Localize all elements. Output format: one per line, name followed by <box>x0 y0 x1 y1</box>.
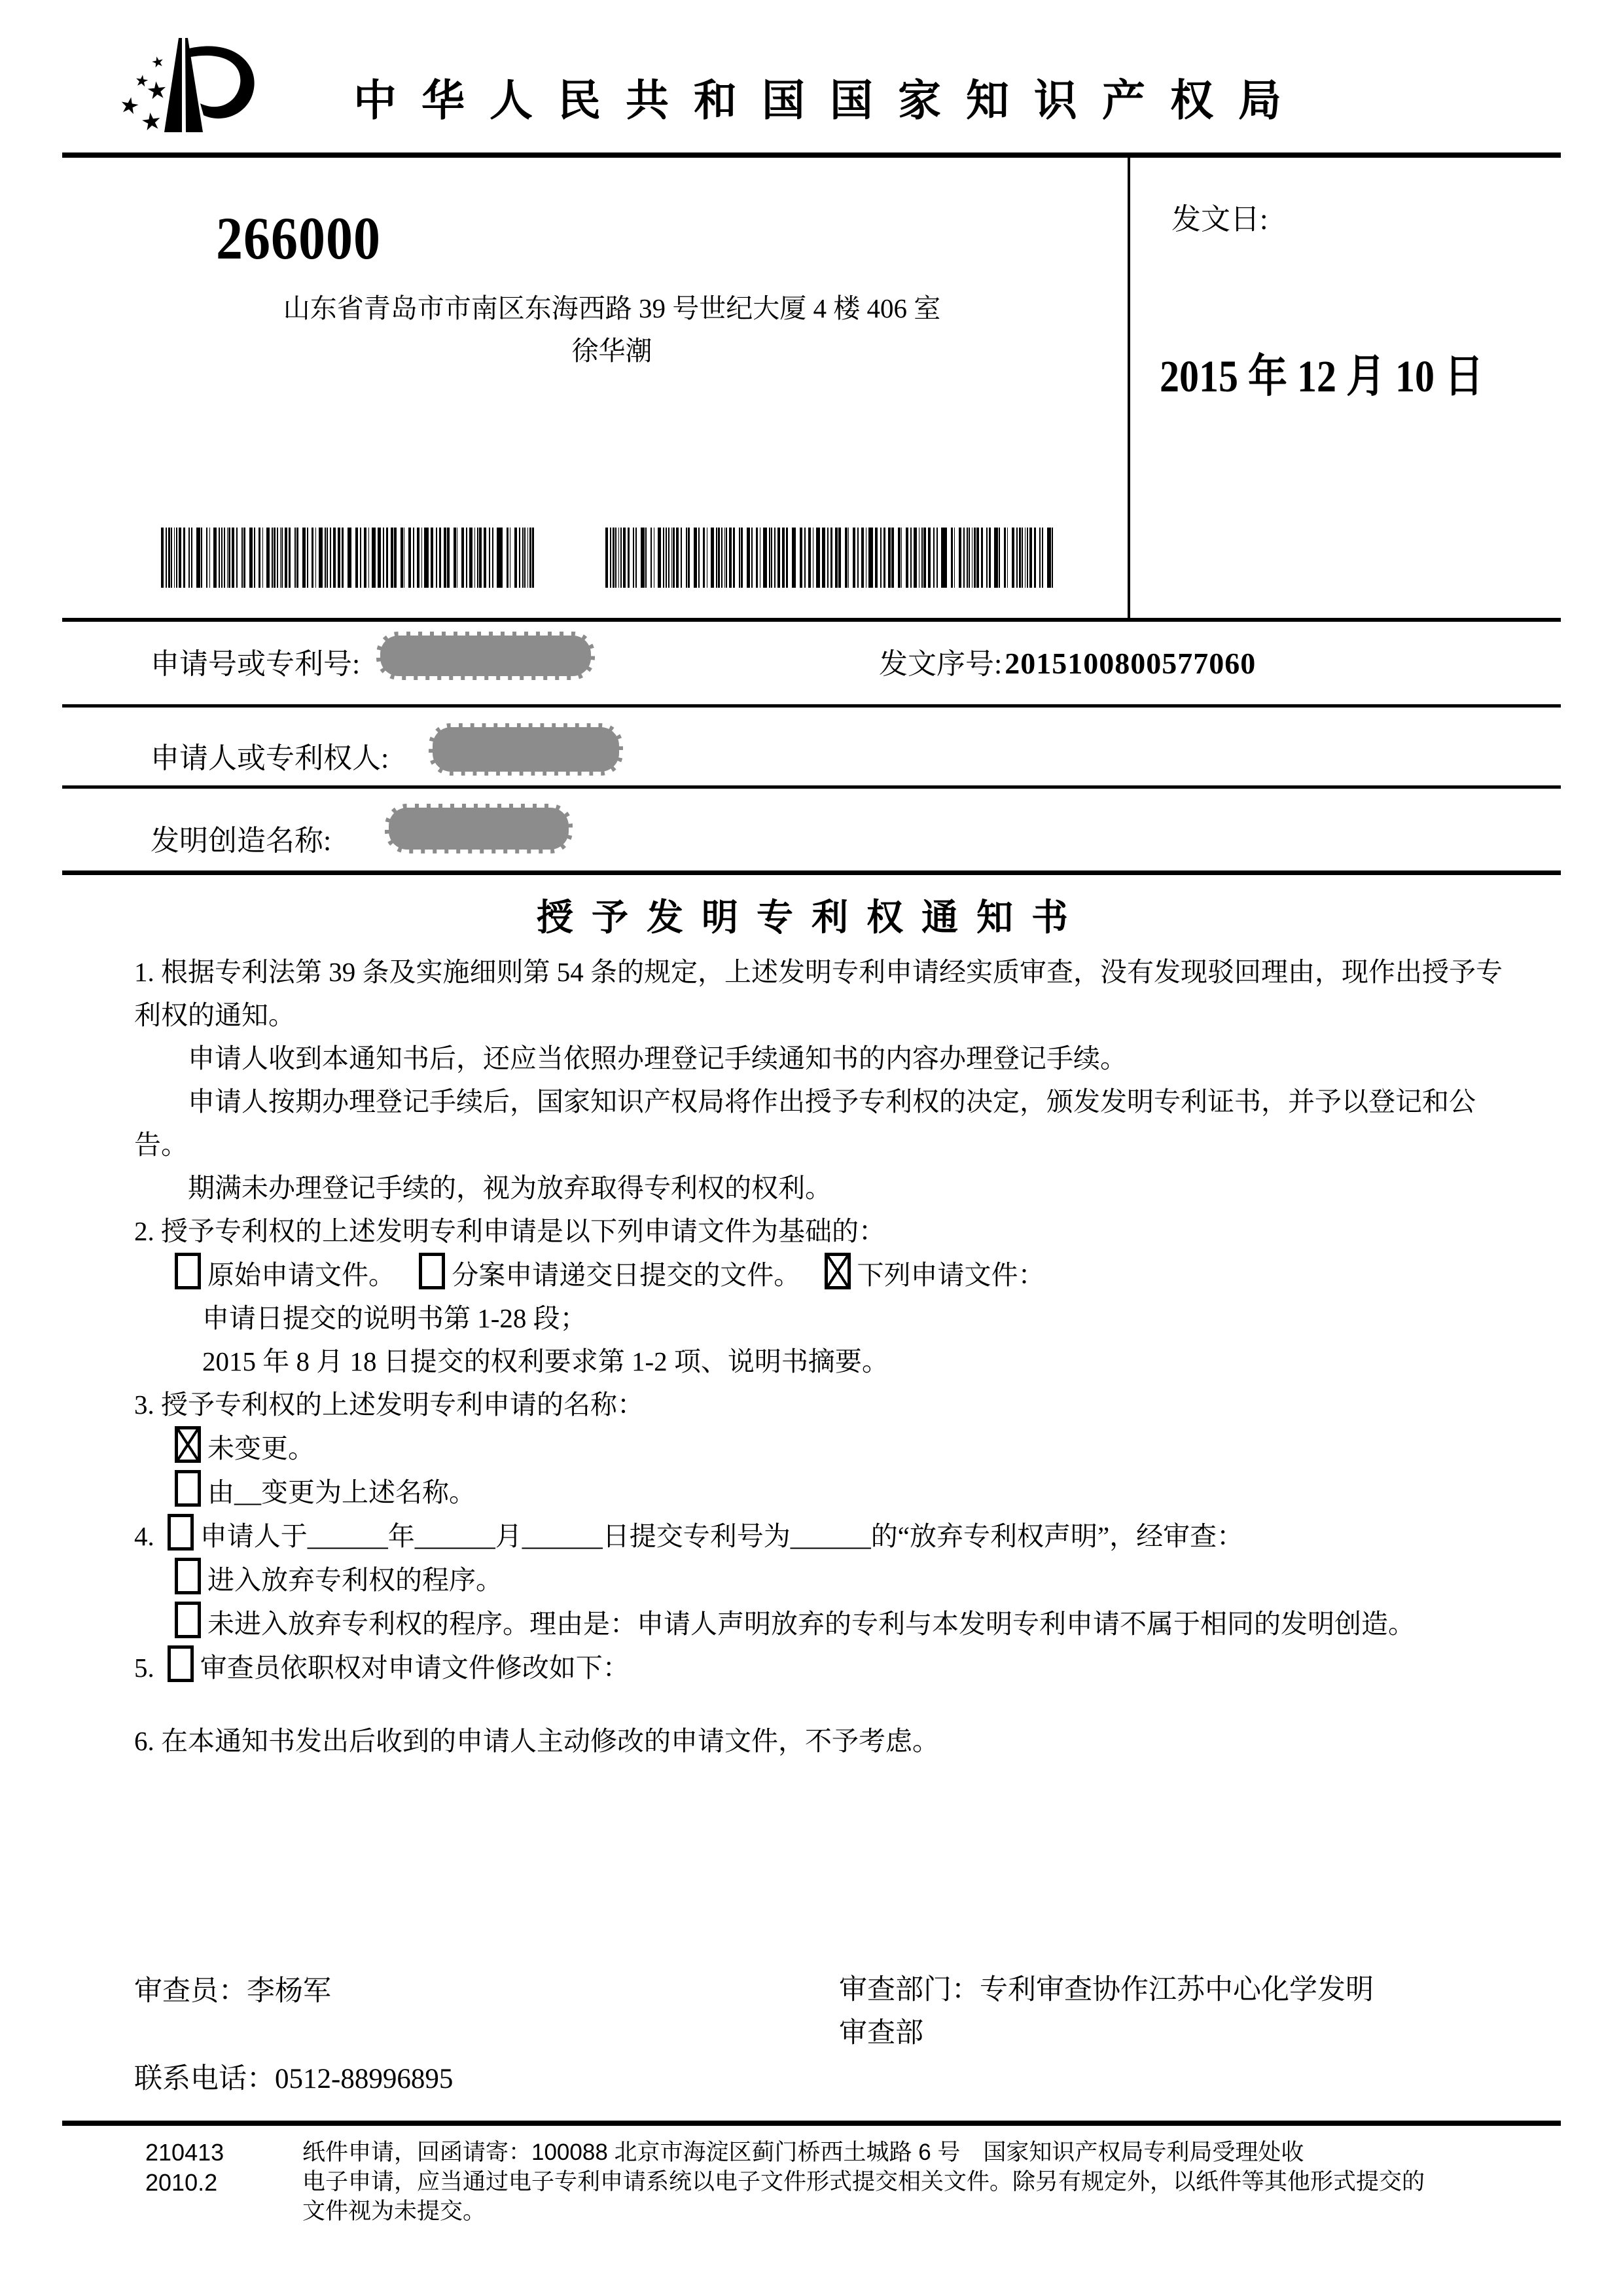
svg-text:★: ★ <box>150 53 166 72</box>
item-5-number: 5. <box>134 1653 154 1683</box>
issue-date-label: 发文日: <box>1171 203 1268 236</box>
footer-rule <box>62 2121 1561 2126</box>
svg-text:★: ★ <box>117 91 142 121</box>
checkbox-name-unchanged-label: 未变更。 <box>207 1433 315 1463</box>
phone-label: 联系电话： <box>134 2064 275 2094</box>
barcode-right <box>605 528 1054 588</box>
notice-title: 授予发明专利权通知书 <box>537 898 1086 939</box>
footer-instructions <box>302 2138 1520 2226</box>
checkbox-name-changed-label: 由__变更为上述名称。 <box>207 1477 476 1507</box>
examiner-name: 李杨军 <box>247 1976 331 2007</box>
checkbox-row-changed <box>134 1470 1527 1514</box>
footer-form-codes <box>145 2138 224 2198</box>
paragraph-1: 1. 根据专利法第 39 条及实施细则第 54 条的规定，上述发明专利申请经实质审查，没有发现驳回理由，现作出授予专利权的通知。 <box>134 957 1503 1030</box>
paragraph-5 <box>134 1645 1527 1689</box>
serial-number-row <box>879 640 1256 682</box>
title-rule <box>62 870 1561 875</box>
recipient-name: 徐华潮 <box>571 336 652 366</box>
footer-form-version: 2010.2 <box>145 2169 218 2196</box>
department-line-1 <box>839 1969 1493 2012</box>
redaction-invention-name <box>385 804 573 853</box>
checkbox-examiner-amendment-unchecked <box>168 1645 194 1682</box>
body-gap <box>134 1689 1527 1719</box>
footer-line-electronic: 电子申请，应当通过电子专利申请系统以电子文件形式提交相关文件。除另有规定外，以纸件等其他形式提交的 <box>302 2169 1425 2195</box>
checkbox-divisional-files-label: 分案申请递交日提交的文件。 <box>452 1260 801 1290</box>
mailing-address: 山东省青岛市市南区东海西路 39 号世纪大厦 4 楼 406 室 <box>283 293 941 323</box>
svg-text:★: ★ <box>145 76 169 105</box>
application-number-label: 申请号或专利号: <box>151 648 361 680</box>
checkbox-row-unchanged <box>134 1426 1527 1470</box>
footer-line-electronic-2: 文件视为未提交。 <box>302 2198 486 2224</box>
checkbox-not-enter-procedure-unchecked <box>175 1602 201 1638</box>
item-4-number: 4. <box>134 1521 154 1551</box>
paragraph-1c: 申请人按期办理登记手续后，国家知识产权局将作出授予专利权的决定，颁发发明专利证书，并予以登记和公告。 <box>134 1086 1476 1160</box>
applicant-label: 申请人或专利权人: <box>151 742 389 774</box>
paragraph-1b: 申请人收到本通知书后，还应当依照办理登记手续通知书的内容办理登记手续。 <box>188 1043 1127 1073</box>
paragraph-1d: 期满未办理登记手续的，视为放弃取得专利权的权利。 <box>188 1173 832 1203</box>
serial-number-value: 2015100800577060 <box>1005 647 1257 680</box>
checkbox-divisional-files-unchecked <box>419 1253 445 1289</box>
checkbox-name-unchanged-checked <box>175 1426 201 1463</box>
examiner-label: 审查员： <box>134 1976 247 2007</box>
checkbox-examiner-amendment-label: 审查员依职权对申请文件修改如下： <box>200 1653 630 1683</box>
paragraph-3: 3. 授予专利权的上述发明专利申请的名称： <box>134 1390 644 1420</box>
field-rule-1 <box>62 618 1561 622</box>
checkbox-enter-procedure-unchecked <box>175 1558 201 1594</box>
svg-text:★: ★ <box>139 107 164 137</box>
postal-code: 266000 <box>216 205 381 272</box>
phone-row <box>134 2056 453 2096</box>
checkbox-row-not-enter-procedure <box>134 1602 1527 1645</box>
header-rule <box>62 152 1561 158</box>
notice-body <box>134 950 1527 1763</box>
checkbox-not-enter-procedure-label: 未进入放弃专利权的程序。理由是：申请人声明放弃的专利与本发明专利申请不属于相同的发明创造。 <box>207 1609 1415 1639</box>
barcode-left <box>161 528 534 588</box>
issue-date-box-divider <box>1128 152 1130 619</box>
field-rule-2 <box>62 704 1561 708</box>
examiner-row <box>134 1969 331 2009</box>
issue-date-value: 2015 年 12 月 10 日 <box>1160 351 1484 402</box>
checkbox-row-basis <box>134 1253 1527 1297</box>
footer-line-paper: 纸件申请，回函请寄：100088 北京市海淀区蓟门桥西土城路 6 号 国家知识产权局专利局受理处收 <box>302 2140 1304 2165</box>
checkbox-original-files-unchecked <box>175 1253 201 1289</box>
invention-name-label: 发明创造名称: <box>151 825 332 857</box>
serial-number-label: 发文序号: <box>879 648 1003 680</box>
redaction-applicant <box>429 723 623 776</box>
footer-form-code: 210413 <box>145 2139 224 2166</box>
redaction-application-number <box>376 632 595 680</box>
department-line-2: 审查部 <box>839 2018 923 2049</box>
checkbox-following-files-label: 下列申请文件： <box>857 1260 1045 1290</box>
paragraph-6: 6. 在本通知书发出后收到的申请人主动修改的申请文件，不予考虑。 <box>134 1726 939 1756</box>
sipo-logo-icon <box>108 34 281 158</box>
paragraph-2b: 2015 年 8 月 18 日提交的权利要求第 1-2 项、说明书摘要。 <box>202 1346 889 1376</box>
department-label: 审查部门： <box>839 1975 980 2005</box>
paragraph-2: 2. 授予专利权的上述发明专利申请是以下列申请文件为基础的： <box>134 1216 885 1246</box>
checkbox-name-changed-unchecked <box>175 1470 201 1507</box>
department-block <box>839 1969 1493 2055</box>
paragraph-4 <box>134 1514 1527 1558</box>
paragraph-2a: 申请日提交的说明书第 1-28 段； <box>202 1303 587 1333</box>
checkbox-enter-procedure-label: 进入放弃专利权的程序。 <box>207 1565 503 1595</box>
phone-value: 0512-88996895 <box>275 2064 454 2094</box>
field-rule-3 <box>62 785 1561 789</box>
checkbox-row-enter-procedure <box>134 1558 1527 1602</box>
checkbox-abandon-declaration-label: 申请人于______年______月______日提交专利号为______的“放弃专利权声明”，经审查： <box>200 1521 1244 1551</box>
checkbox-original-files-label: 原始申请文件。 <box>207 1260 395 1290</box>
svg-text:★: ★ <box>134 71 151 91</box>
department-name: 专利审查协作江苏中心化学发明 <box>980 1975 1374 2005</box>
org-title: 中华人民共和国国家知识产权局 <box>353 77 1306 125</box>
checkbox-abandon-declaration-unchecked <box>168 1514 194 1551</box>
checkbox-following-files-checked <box>825 1253 851 1289</box>
